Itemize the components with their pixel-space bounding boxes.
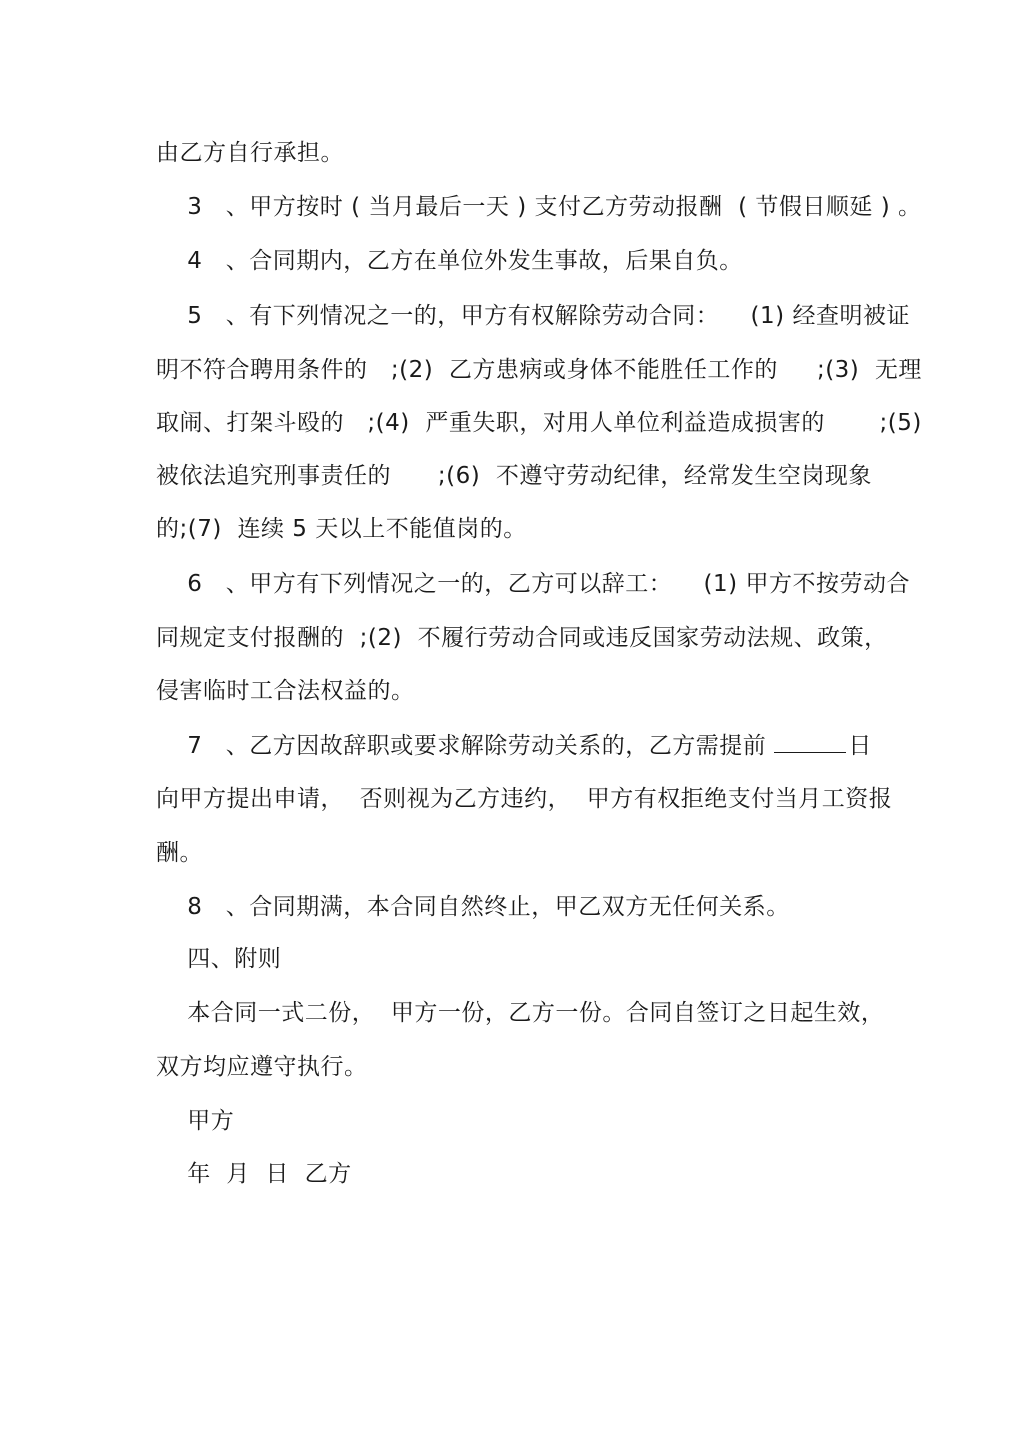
clause-7-text: 7 、乙方因故辞职或要求解除劳动关系的，乙方需提前 [156, 733, 767, 759]
clause-4: 4 、合同期内，乙方在单位外发生事故，后果自负。 [156, 248, 743, 274]
section-4-heading: 四、附则 [156, 946, 282, 972]
clause-5-line-5: 的;(7) 连续 5 天以上不能值岗的。 [156, 516, 527, 542]
clause-7-line-3: 酬。 [156, 840, 203, 866]
days-blank [774, 730, 846, 753]
clause-6-line-2: 同规定支付报酬的 ;(2) 不履行劳动合同或违反国家劳动法规、政策， [156, 625, 888, 651]
closing-paragraph-line-2: 双方均应遵守执行。 [156, 1054, 368, 1080]
clause-3: 3 、甲方按时 ( 当月最后一天 ) 支付乙方劳动报酬 ( 节假日顺延 ) 。 [156, 194, 922, 220]
clause-6-line-3: 侵害临时工合法权益的。 [156, 678, 415, 704]
party-a-signature: 甲方 [156, 1108, 235, 1134]
date-party-b: 年 月 日 乙方 [156, 1161, 352, 1187]
closing-paragraph: 本合同一式二份， 甲方一份，乙方一份。合同自签订之日起生效， [156, 1000, 885, 1026]
clause-5: 5 、有下列情况之一的，甲方有权解除劳动合同： (1) 经查明被证 [156, 303, 910, 329]
clause-5-line-2: 明不符合聘用条件的 ;(2) 乙方患病或身体不能胜任工作的 ;(3) 无理 [156, 357, 922, 383]
clause-8: 8 、合同期满，本合同自然终止，甲乙双方无任何关系。 [156, 894, 790, 920]
clause-6: 6 、甲方有下列情况之一的，乙方可以辞工： (1) 甲方不按劳动合 [156, 571, 910, 597]
text-line-1: 由乙方自行承担。 [156, 140, 344, 166]
clause-5-line-4: 被依法追究刑事责任的 ;(6) 不遵守劳动纪律，经常发生空岗现象 [156, 463, 872, 489]
clause-7-suffix: 日 [848, 733, 872, 759]
clause-5-line-3: 取闹、打架斗殴的 ;(4) 严重失职，对用人单位利益造成损害的 ;(5) [156, 410, 922, 436]
clause-7-line-2: 向甲方提出申请， 否则视为乙方违约， 甲方有权拒绝支付当月工资报 [156, 786, 893, 812]
clause-7 [156, 730, 872, 761]
